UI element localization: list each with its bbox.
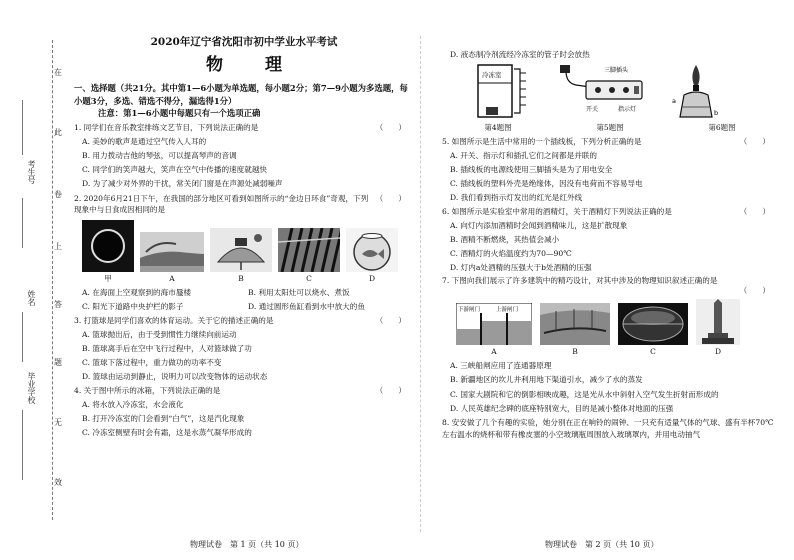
point-a-label: a (672, 97, 676, 106)
student-number-blank[interactable] (22, 100, 23, 155)
option-d[interactable]: D. 我们看到指示灯发出的红光是红外线 (450, 193, 583, 203)
figure-label: D (714, 347, 721, 357)
option-d[interactable]: D. 人民英雄纪念碑的底座特别宽大，目的是减小整体对地面的压强 (450, 403, 674, 413)
option-d[interactable]: D. 篮球由运动到静止，说明力可以改变物体的运动状态 (82, 372, 268, 382)
question-stem: 5. 如图所示是生活中常用的一个插线板，下列分析正确的是 (442, 136, 642, 146)
option-c[interactable]: C. 插线板的塑料外壳是绝缘体，因没有电荷而不容易导电 (450, 179, 643, 189)
solar-cooker-icon (210, 228, 272, 272)
option-a[interactable]: A. 三峡船闸应用了连通器原理 (450, 361, 552, 371)
figure-b (540, 303, 610, 356)
eclipse-icon (82, 220, 134, 272)
question-8: 8. 安安做了几个有趣的实验，她分别在正在响铃的闹钟、一只充有适量气体的气球、盛有半杯70℃左右温水的烧杯和带有橡皮塞的小空玻璃瓶周围放入玻璃罩内，并用电动抽气 (442, 418, 774, 439)
answer-paren[interactable]: （ ） (739, 206, 770, 216)
option-a[interactable]: A. 篮球抛出后，由于受到惯性力继续向前运动 (82, 329, 237, 339)
q2-figures (82, 220, 414, 283)
option-a[interactable]: A. 在海面上空观察到的海市蜃楼 (82, 288, 192, 298)
karez-icon (540, 303, 610, 345)
figure-a (456, 303, 532, 356)
option-c[interactable]: C. 同学们的笑声越大，笑声在空气中传播的速度就越快 (82, 165, 268, 175)
question-6 (442, 207, 778, 273)
page-1 (74, 34, 414, 437)
figure-label: C (306, 274, 312, 284)
binding-char: 答 (54, 300, 62, 309)
option-b[interactable]: B. 篮球离手后在空中飞行过程中，人对篮球做了功 (82, 343, 252, 353)
question-stem: 6. 如图所示是实验室中常用的酒精灯，关于酒精灯下列说法正确的是 (442, 206, 672, 216)
option-b[interactable]: B. 酒精不断燃烧，其热值会减小 (450, 234, 560, 244)
figure-c (278, 228, 340, 283)
answer-paren[interactable]: （ ） (375, 122, 406, 132)
option-d[interactable]: D. 为了减少对外界的干扰，常关闭门窗是在声源处减弱噪声 (82, 179, 283, 189)
binding-char: 无 (54, 418, 62, 427)
binding-char: 效 (54, 478, 62, 487)
page-footer: 物理试卷 第 2 页（共 10 页） (545, 540, 659, 549)
answer-paren[interactable]: （ ） (739, 136, 770, 146)
binding-char: 题 (54, 358, 62, 367)
answer-paren[interactable]: （ ） (375, 385, 406, 395)
question-stem: 7. 下图向我们展示了许多建筑中的精巧设计，对其中涉及的物理知识叙述正确的是 (442, 276, 718, 286)
option-b[interactable]: B. 利用太阳灶可以烧水、煮饭 (248, 288, 350, 298)
figure-b (210, 228, 272, 283)
option-d[interactable]: D. 灯内a处酒精的压强大于b处酒精的压强 (450, 262, 592, 272)
option-c[interactable]: C. 篮球下落过程中，重力做功的功率不变 (82, 358, 222, 367)
q7-figures (456, 299, 778, 356)
upstream-gate-label: 上游闸门 (496, 307, 519, 314)
downstream-gate-label: 下游闸门 (458, 307, 481, 314)
option-b[interactable]: B. 插线板的电源线使用三脚插头是为了用电安全 (450, 165, 613, 175)
option-a[interactable]: A. 开关、指示灯和插孔它们之间都是并联的 (450, 150, 597, 160)
fishbowl-icon (346, 228, 398, 272)
question-4 (74, 386, 414, 438)
section-note: 注意：第1—6小题中每题只有一个选项正确 (98, 108, 261, 119)
figure-label: C (650, 347, 656, 357)
binding-dashed-line (52, 40, 53, 520)
figure-eclipse (82, 220, 134, 283)
ship-lock-icon (456, 303, 532, 345)
fridge-diagram-icon (472, 63, 534, 121)
figures-4-5-6 (472, 63, 778, 121)
switch-label: 开关 (586, 106, 599, 114)
answer-paren[interactable]: （ ） (375, 315, 406, 325)
school-label: 毕业学校 (27, 372, 36, 404)
question-5 (442, 137, 778, 203)
figure-d (346, 228, 398, 283)
binding-char: 在 (54, 68, 62, 77)
grand-theater-icon (618, 303, 688, 345)
answer-paren[interactable]: （ ） (375, 193, 406, 203)
option-c[interactable]: C. 酒精灯的火焰温度约为70—90℃ (450, 248, 572, 258)
name-label: 姓名 (27, 290, 36, 306)
fridge-label: 冷冻室 (482, 71, 502, 80)
figure-d (696, 299, 740, 356)
student-number-blank-lower[interactable] (22, 198, 23, 248)
option-a[interactable]: A. 美妙的歌声是通过空气传入人耳的 (82, 136, 207, 146)
binding-margin (0, 0, 62, 560)
option-d[interactable]: D. 通过圆形鱼缸看到水中放大的鱼 (248, 302, 365, 312)
figure-caption: 第4题图 (484, 123, 512, 133)
alcohol-lamp-icon (668, 63, 724, 121)
indicator-label: 指示灯 (618, 106, 637, 114)
power-strip-icon (556, 63, 646, 121)
binding-char: 卷 (54, 190, 62, 199)
figure-captions (442, 123, 778, 132)
option-a[interactable]: A. 向灯内添加酒精时会闻到酒精味儿，这是扩散现象 (450, 220, 628, 230)
option-c[interactable]: C. 冷冻室侧壁有时会有霜，这是水蒸气凝华形成的 (82, 427, 252, 437)
figure-caption: 第5题图 (596, 123, 624, 133)
section-heading: 一、选择题（共21分。其中第1—6小题为单选题，每小题2分；第7—9小题为多选题，每小题3分，多选、错选不得分，漏选得1分） (74, 83, 408, 107)
question-1 (74, 123, 414, 189)
answer-paren[interactable]: （ ） (739, 285, 770, 295)
mirage-icon (140, 232, 204, 272)
student-number-label: 考生号 (27, 160, 36, 184)
figure-a (140, 232, 204, 283)
binding-char: 此 (54, 128, 62, 137)
school-blank[interactable] (22, 410, 23, 480)
option-c[interactable]: C. 阳光下道路中央护栏的影子 (82, 302, 184, 312)
question-stem: 2. 2020年6月21日下午，在我国的部分地区可看到如图所示的“金边日环食”奇观，下列现象中与日食成因相同的是 (74, 193, 369, 215)
figure-caption: 第6题图 (708, 123, 736, 133)
option-b[interactable]: B. 用力拨动吉他的琴弦，可以提高琴声的音调 (82, 151, 237, 161)
page-divider (420, 36, 421, 532)
option-b[interactable]: B. 打开冷冻室的门会看到“白气”，这是汽化现象 (82, 413, 245, 423)
option-c[interactable]: C. 国家大剧院和它的倒影相映成趣，这是光从水中斜射入空气发生折射而形成的 (450, 389, 719, 399)
figure-label: D (368, 274, 375, 284)
figure-c (618, 303, 688, 356)
question-stem: 1. 同学们在音乐教室排练文艺节目，下列说法正确的是 (74, 122, 259, 132)
exam-title: 2020年辽宁省沈阳市初中学业水平考试 (150, 36, 338, 48)
figure-label: B (572, 347, 578, 357)
option-a[interactable]: A. 将水放入冷冻室，水会液化 (82, 399, 184, 409)
page-footer: 物理试卷 第 1 页（共 10 页） (190, 540, 304, 549)
figure-label: A (169, 274, 175, 284)
question-stem: 3. 打篮球是同学们喜欢的体育运动。关于它的描述正确的是 (74, 315, 274, 325)
page-2 (442, 34, 778, 441)
binding-char: 上 (54, 242, 62, 251)
plug-label: 三脚插头 (604, 67, 629, 75)
figure-label: 甲 (104, 274, 112, 284)
question-2 (74, 193, 414, 312)
question-3 (74, 316, 414, 382)
figure-label: B (238, 274, 244, 284)
point-b-label: b (714, 109, 719, 118)
monument-icon (696, 299, 740, 345)
name-blank[interactable] (22, 312, 23, 362)
option-b[interactable]: B. 新疆地区的坎儿井利用地下渠道引水，减少了水的蒸发 (450, 375, 643, 385)
shadow-railing-icon (278, 228, 340, 272)
subject-title: 物 理 (206, 55, 300, 76)
question-stem: 4. 关于图中所示的冰箱，下列说法正确的是 (74, 385, 221, 395)
question-7 (442, 276, 778, 413)
figure-label: A (491, 347, 497, 357)
option-d[interactable]: D. 液态制冷剂流经冷冻室的管子时会放热 (450, 50, 590, 59)
